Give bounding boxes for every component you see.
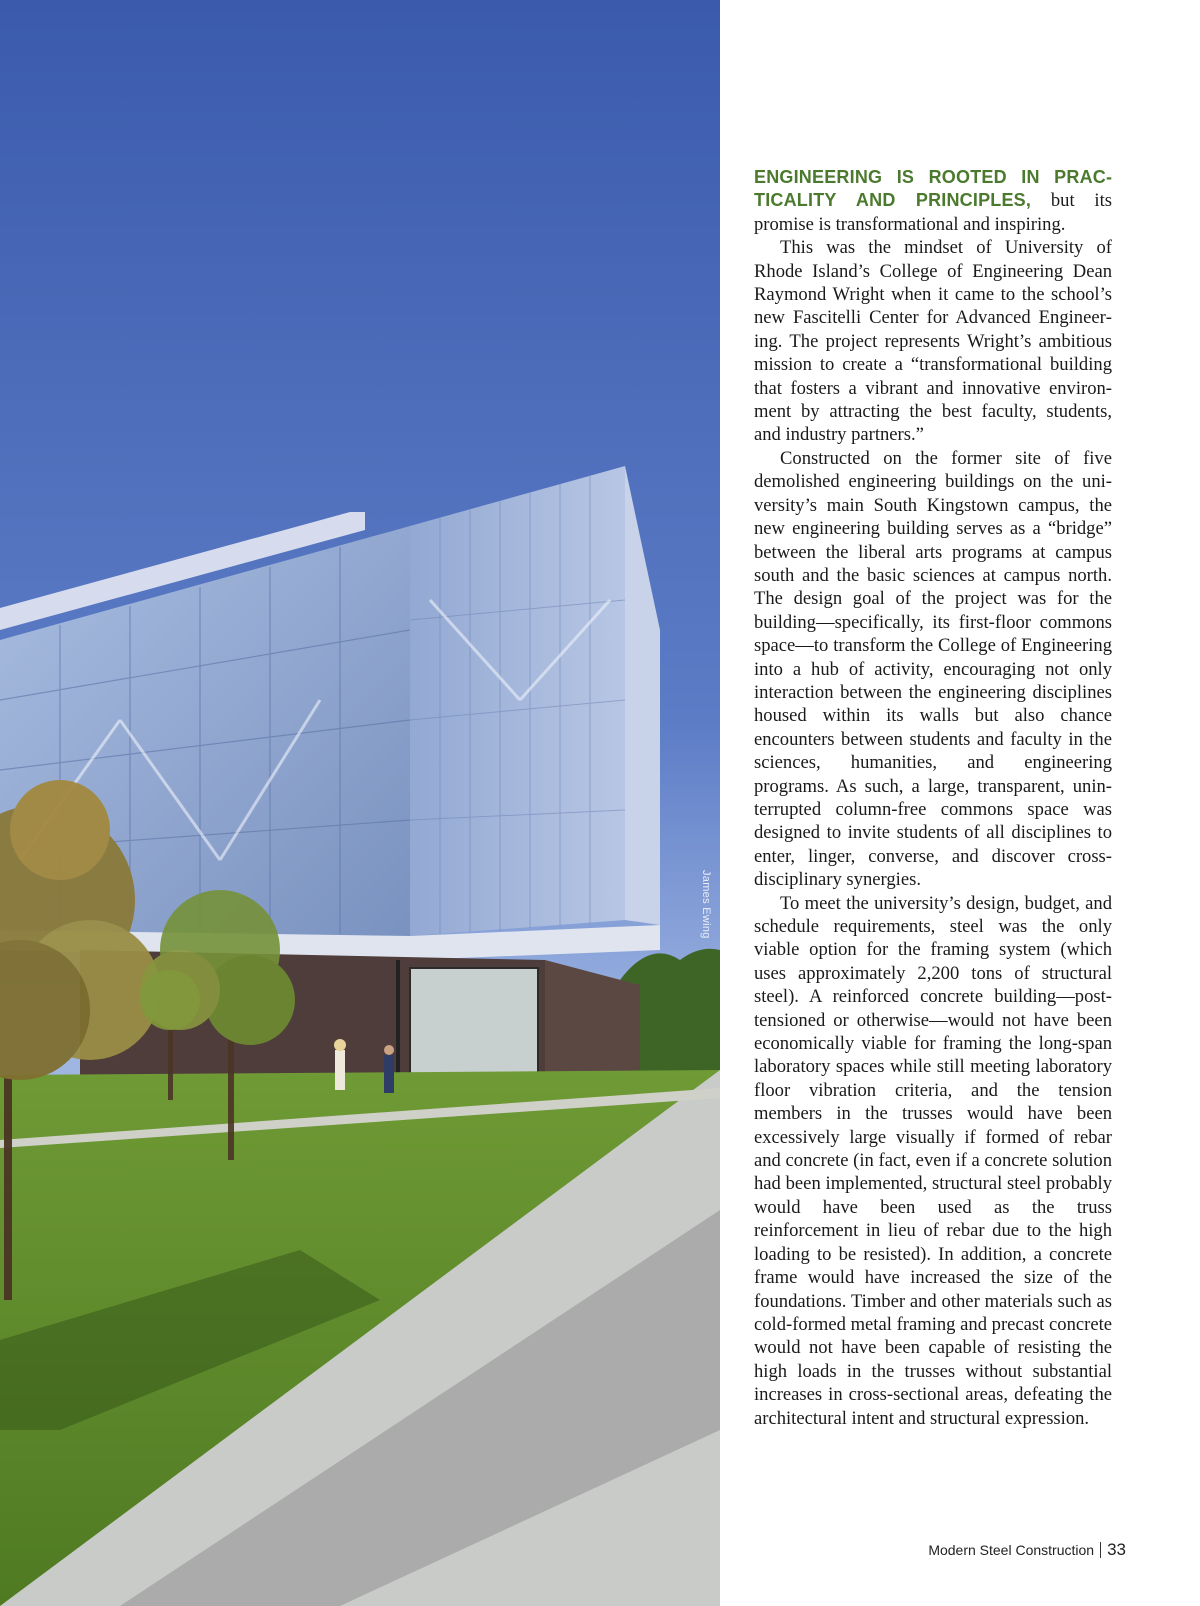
footer-separator xyxy=(1100,1542,1101,1558)
article-body xyxy=(754,166,1112,1430)
paragraph-mindset: This was the mindset of University of Rhode Island’s College of Engineering Dean Raymond Wright when it came to the school’s new Fascitelli Center for Advanced Engineering. The project represents Wright’s ambitious mission to create a “transformational building that fosters a vibrant and innovative environment by attracting the best faculty, students, and industry partners.” xyxy=(754,237,1112,446)
publication-name: Modern Steel Construction xyxy=(928,1542,1095,1558)
lamp-post xyxy=(396,960,400,1080)
lead-in-heading: ENGINEERING IS ROOTED IN PRACTICALITY AND PRINCIPLES, xyxy=(754,167,1112,211)
page-footer xyxy=(928,1540,1126,1560)
ground-floor-window xyxy=(410,968,538,1076)
page-number: 33 xyxy=(1107,1540,1126,1559)
lead-paragraph xyxy=(754,166,1112,236)
glass-facade-side xyxy=(410,466,625,936)
paragraph-steel: To meet the university’s design, budget, and schedule requirements, steel was the only viable option for the framing system (which uses approximately 2,200 tons of structural steel). A reinforced concrete building—post-tensioned or otherwise—would not have been economically viable for framing the long-span laboratory spaces while still meeting laboratory floor vibration criteria, and the tension members in the trusses would have been excessively large visually if formed of rebar and concrete (in fact, even if a concrete solution had been implemented, structural steel probably would have been used as the truss reinforcement in lieu of rebar due to the high loading to be resisted). In addition, a concrete frame would have increased the size of the foundations. Timber and other materials such as cold-formed metal framing and precast concrete would not have been capable of resisting the high loads in the trusses without substantial increases in cross-sectional areas, defeating the architectural intent and structural expression. xyxy=(754,892,1112,1429)
paragraph-site: Constructed on the former site of five demolished engineering buildings on the university’s main South Kingstown campus, the new engineering building serves as a “bridge” between the liberal arts programs at campus south and the basic sciences at campus north. The design goal of the project was for the building—specifically, its first-floor commons space—to transform the College of Engineering into a hub of activity, encouraging not only interaction between the engineering disciplines housed within its walls but also chance encounters between students and faculty in the sciences, humanities, and engineering programs. As such, a large, transparent, uninterrupted column-free commons space was designed to invite students of all disciplines to enter, linger, converse, and discover cross-disciplinary synergies. xyxy=(754,447,1112,891)
photo-credit: James Ewing xyxy=(700,870,712,939)
lead-paragraph-text: but its promise is transformational and inspiring. xyxy=(754,190,1112,235)
